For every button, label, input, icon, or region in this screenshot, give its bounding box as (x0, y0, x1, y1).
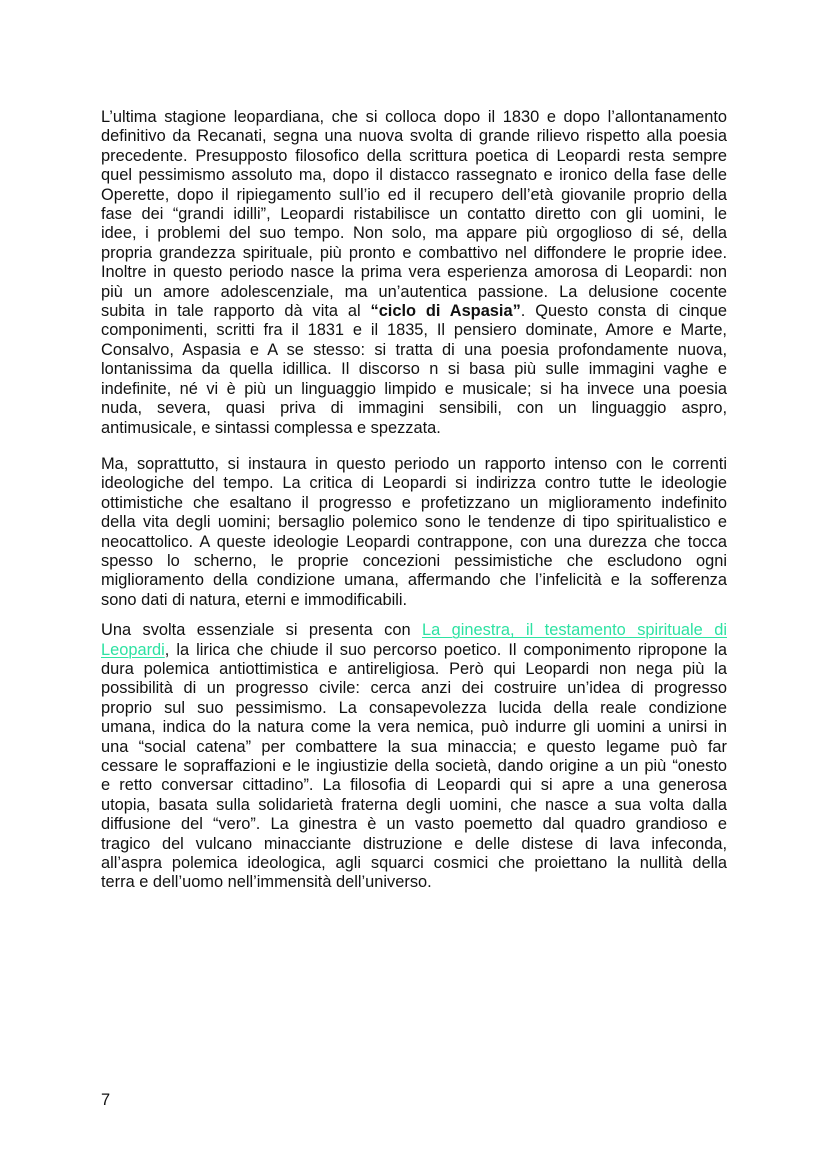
paragraph (101, 455, 727, 610)
text-line: all’aspra polemica ideologica, agli squarci cosmici che proiettano la nullità della (101, 854, 727, 873)
text-run: . Questo consta di cinque (520, 302, 727, 321)
text-line: precedente. Presupposto filosofico della scrittura poetica di Leopardi resta sempre (101, 146, 727, 165)
text-line: umana, indica do la natura come la vera nemica, può indurre gli uomini a unirsi in (101, 718, 727, 737)
text-line: componimenti, scritti fra il 1831 e il 1835, Il pensiero dominate, Amore e Marte, (101, 321, 727, 340)
text-line: definitivo da Recanati, segna una nuova svolta di grande rilievo rispetto alla poesia (101, 127, 727, 146)
text-line: diffusione del “vero”. La ginestra è un vasto poemetto dal quadro grandioso e (101, 815, 727, 834)
text-line: idee, i problemi del suo tempo. Non solo, ma appare più orgoglioso di sé, della (101, 224, 727, 243)
text-line: Ma, soprattutto, si instaura in questo periodo un rapporto intenso con le correnti (101, 454, 727, 473)
text-line: della vita degli uomini; bersaglio polemico sono le tendenze di tipo spiritualistico e (101, 513, 727, 532)
text-line: possibilità di un progresso civile: cerca anzi dei costruire un’idea di progresso (101, 679, 727, 698)
text-line: neocattolico. A queste ideologie Leopardi contrappone, con una durezza che tocca (101, 532, 727, 551)
paragraph (101, 621, 727, 893)
text-line: antimusicale, e sintassi complessa e spezzata. (101, 418, 441, 437)
text-line: L’ultima stagione leopardiana, che si colloca dopo il 1830 e dopo l’allontanamento (101, 108, 727, 126)
text-line: terra e dell’uomo nell’immensità dell’universo. (101, 873, 432, 892)
text-line: sono dati di natura, eterni e immodificabili. (101, 590, 408, 609)
text-line: indefinite, né vi è più un linguaggio limpido e musicale; si ha invece una poesia (101, 379, 727, 398)
text-run: , la lirica che chiude il suo percorso poetico. Il componimento ripropone la (164, 640, 727, 659)
text-line: una “social catena” per combattere la sua minaccia; e questo legame può far (101, 737, 727, 756)
text-line: cessare le sopraffazioni e le ingiustizie della società, dando origine a un più “onesto (101, 757, 727, 775)
text-run: Una svolta essenziale si presenta con (101, 621, 422, 640)
text-line: propria grandezza spirituale, più pronto e combattivo nel diffondere le proprie idee. (101, 243, 727, 262)
text-line: nuda, severa, quasi priva di immagini sensibili, con un linguaggio aspro, (101, 399, 727, 418)
text-line: ideologiche del tempo. La critica di Leopardi si indirizza contro tutte le ideologie (101, 474, 727, 493)
paragraph (101, 108, 727, 438)
text-line: più un amore adolescenziale, ma un’autentica passione. La delusione cocente (101, 282, 727, 301)
text-line: Operette, dopo il ripiegamento sull’io ed il recupero dell’età giovanile proprio della (101, 185, 727, 204)
text-line: Inoltre in questo periodo nasce la prima vera esperienza amorosa di Leopardi: non (101, 263, 727, 282)
text-line (101, 302, 727, 321)
bold-text: “ciclo di Aspasia” (370, 302, 521, 321)
text-run: subita in tale rapporto dà vita al (101, 302, 371, 321)
text-line: fase dei “grandi idilli”, Leopardi ristabilisce un contatto diretto con gli uomini, le (101, 205, 727, 224)
inline-link[interactable]: La ginestra, il testamento spirituale di (422, 621, 727, 640)
text-line: quel pessimismo assoluto ma, dopo il distacco rassegnato e ironico della fase delle (101, 166, 727, 185)
text-line: ottimistiche che esaltano il progresso e profetizzano un miglioramento indefinito (101, 493, 727, 512)
text-line: spesso lo scherno, le proprie concezioni pessimistiche che escludono ogni (101, 551, 727, 570)
text-line: miglioramento della condizione umana, affermando che l’infelicità e la sofferenza (101, 571, 727, 590)
text-line: Consalvo, Aspasia e A se stesso: si tratta di una poesia profondamente nuova, (101, 340, 727, 359)
text-line: tragico del vulcano minacciante distruzione e delle distese di lava infeconda, (101, 834, 727, 853)
text-line: e retto conversar cittadino”. La filosofia di Leopardi qui si apre a una generosa (101, 776, 727, 795)
text-line: utopia, basata sulla solidarietà fraterna degli uomini, che nasce a sua volta dalla (101, 795, 727, 814)
text-line (101, 621, 727, 640)
text-line: proprio sul suo pessimismo. La consapevolezza lucida della reale condizione (101, 698, 727, 717)
inline-link[interactable]: Leopardi (101, 640, 165, 659)
text-line: dura polemica antiottimistica e antireligiosa. Però qui Leopardi non nega più la (101, 659, 727, 678)
page-number: 7 (101, 1091, 111, 1109)
text-line: lontanissima da quella idillica. Il discorso n si basa più sulle immagini vaghe e (101, 360, 727, 379)
body-text (101, 108, 727, 893)
text-line (101, 641, 727, 660)
